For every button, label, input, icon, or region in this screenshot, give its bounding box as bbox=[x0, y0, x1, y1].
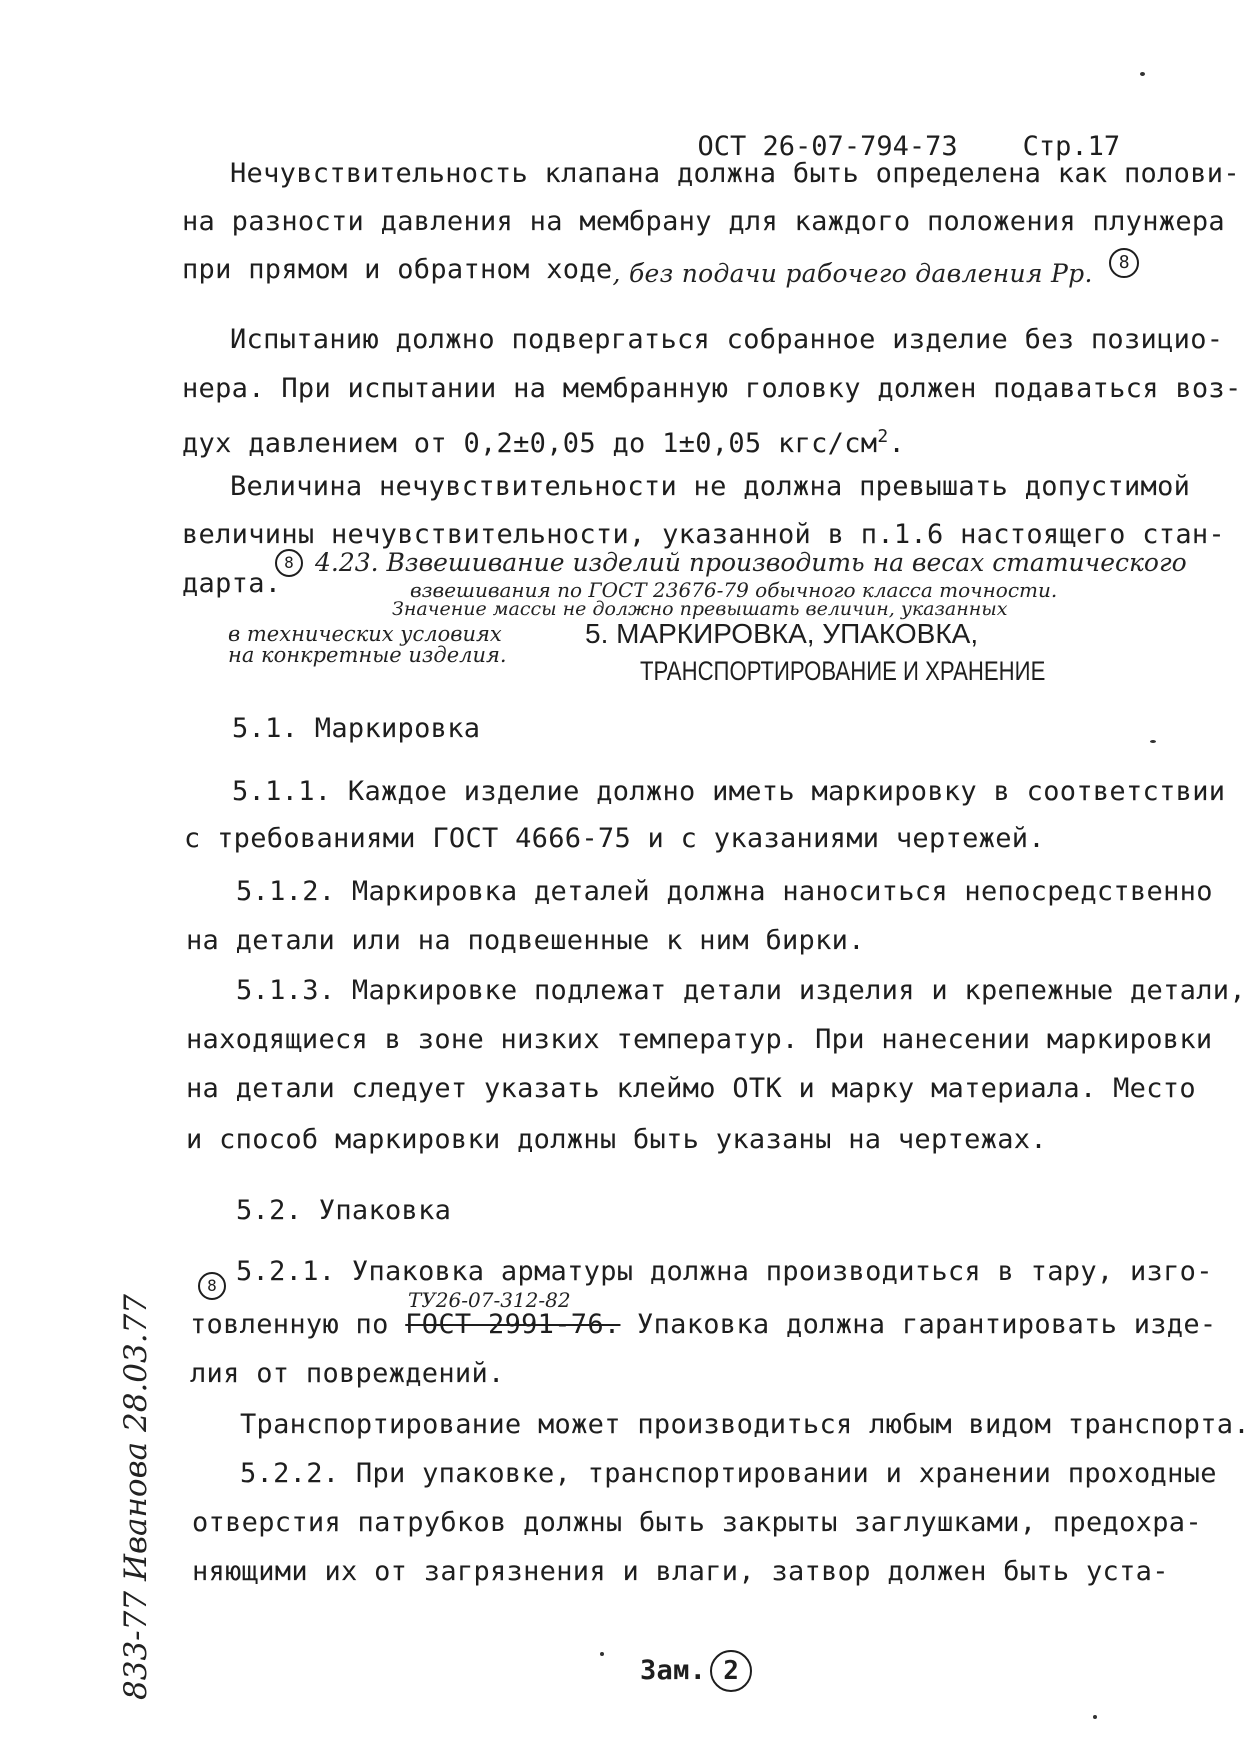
change-mark-icon: 8 bbox=[1109, 248, 1139, 278]
change-mark-icon: 8 bbox=[198, 1272, 226, 1300]
section-title: ТРАНСПОРТИРОВАНИЕ И ХРАНЕНИЕ bbox=[640, 656, 1046, 686]
document-header bbox=[665, 100, 1120, 162]
text-line-with-correction: товленную по ГОСТ 2991-76. Упаковка должна гарантировать изде- bbox=[190, 1309, 1217, 1340]
text-line: Нечувствительность клапана должна быть определена как полови- bbox=[230, 158, 1240, 189]
text-line: 5.1.2. Маркировка деталей должна наноситься непосредственно bbox=[236, 876, 1213, 907]
subsection-heading: 5.1. Маркировка bbox=[232, 713, 481, 744]
section-title: 5. МАРКИРОВКА, УПАКОВКА, bbox=[585, 618, 979, 649]
text-line: 5.2.1. Упаковка арматуры должна производиться в тару, изго- bbox=[236, 1256, 1213, 1287]
text-line: 5.1.1. Каждое изделие должно иметь маркировку в соответствии bbox=[232, 776, 1226, 807]
text-line: и способ маркировки должны быть указаны на чертежах. bbox=[186, 1124, 1047, 1155]
text-line: 5.1.3. Маркировке подлежат детали изделия и крепежные детали, bbox=[236, 975, 1246, 1006]
handwritten-line: на конкретные изделия. bbox=[228, 643, 507, 667]
subsection-heading: 5.2. Упаковка bbox=[236, 1195, 452, 1226]
text-line: лия от повреждений. bbox=[190, 1358, 505, 1389]
scan-speck bbox=[1093, 1715, 1097, 1719]
text-line-with-insert: при прямом и обратном ходе, без подачи рабочего давления Рр. 8 bbox=[182, 254, 1139, 288]
page-number: Стр.17 bbox=[1022, 131, 1121, 162]
handwritten-line: Значение массы не должно превышать величин, указанных bbox=[392, 598, 1008, 620]
text-line: с требованиями ГОСТ 4666-75 и с указаниями чертежей. bbox=[184, 823, 1045, 854]
text-line: дух давлением от 0,2±0,05 до 1±0,05 кгс/$см^2$. bbox=[182, 426, 906, 459]
text-line: на разности давления на мембрану для каждого положения плунжера bbox=[182, 206, 1225, 237]
text-line: нера. При испытании на мембранную головку должен подаваться воз- bbox=[182, 373, 1242, 404]
handwritten-insert: ТУ26-07-312-82 bbox=[408, 1288, 571, 1312]
handwritten-line: в технических условиях bbox=[228, 622, 502, 646]
text-line: на детали следует указать клеймо ОТК и марку материала. Место bbox=[186, 1073, 1196, 1104]
text-line: няющими их от загрязнения и влаги, затвор должен быть уста- bbox=[192, 1556, 1169, 1587]
footer-change: Зам. 2 bbox=[640, 1650, 752, 1692]
doc-number: ОСТ 26-07-794-73 bbox=[697, 131, 958, 162]
text-line: 5.2.2. При упаковке, транспортировании и хранении проходные bbox=[240, 1458, 1217, 1489]
handwritten-line: 4.23. Взвешивание изделий производить на весах статического bbox=[315, 548, 1187, 577]
change-number-icon: 2 bbox=[710, 1650, 752, 1692]
handwritten-line: взвешивания по ГОСТ 23676-79 обычного класса точности. bbox=[410, 578, 1058, 602]
text-line: величины нечувствительности, указанной в п.1.6 настоящего стан- bbox=[182, 519, 1225, 550]
scan-speck bbox=[1150, 740, 1156, 743]
text-line: Величина нечувствительности не должна превышать допустимой bbox=[230, 471, 1191, 502]
margin-registration-note: 833-77 Иванова 28.03.77 bbox=[118, 1293, 154, 1700]
text-line: дарта. bbox=[182, 568, 282, 599]
text-line: Испытанию должно подвергаться собранное изделие без позицио- bbox=[230, 324, 1224, 355]
scan-speck bbox=[600, 1652, 604, 1656]
text-line: на детали или на подвешенные к ним бирки. bbox=[186, 925, 865, 956]
text-line: отверстия патрубков должны быть закрыты заглушками, предохра- bbox=[192, 1507, 1202, 1538]
scan-speck bbox=[1140, 72, 1145, 76]
struck-reference: ГОСТ 2991-76. bbox=[405, 1309, 621, 1340]
change-mark-icon: 8 bbox=[275, 549, 303, 577]
text-line: находящиеся в зоне низких температур. При нанесении маркировки bbox=[186, 1024, 1213, 1055]
text-line: Транспортирование может производиться любым видом транспорта. bbox=[240, 1409, 1250, 1440]
handwritten-insert: , без подачи рабочего давления Рр. bbox=[612, 259, 1093, 288]
